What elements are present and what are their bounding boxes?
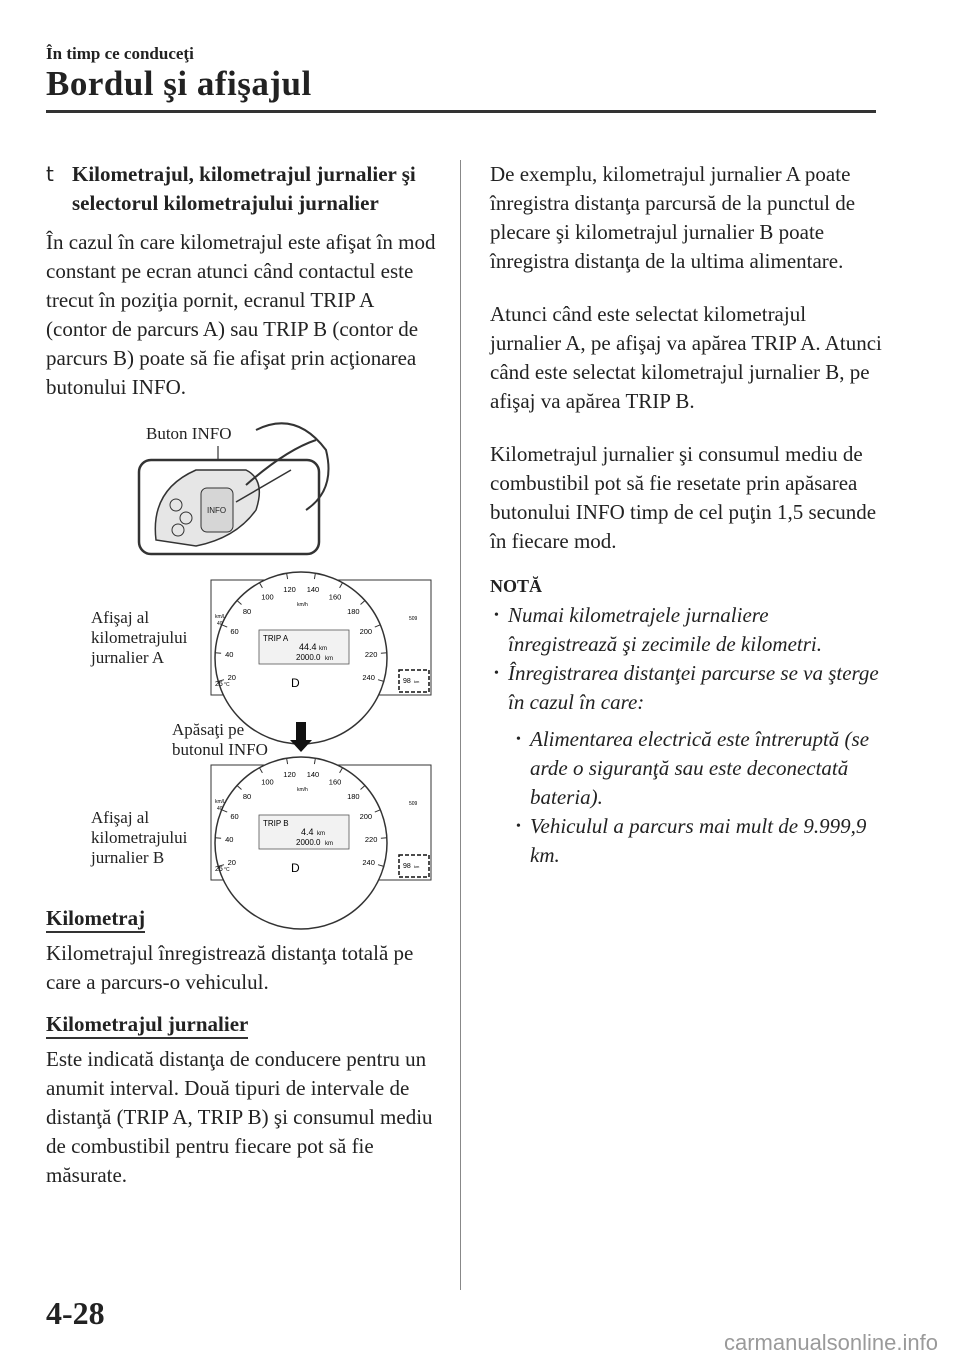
gauge-a-side-value: 509 [409,616,418,622]
speed-tick-label: 240 [362,673,375,682]
gauge-a-odo-unit: km [325,656,333,662]
column-divider [460,160,461,1290]
odometer-paragraph: Kilometrajul înregistrează distanţa totală pe care a parcurs-o vehiculul. [46,941,414,994]
speed-tick-label: 60 [230,627,239,636]
speed-tick-label: 200 [359,627,373,636]
speed-tick-label: 220 [364,834,378,844]
note-item: • Numai kilometrajele jurnaliere înregistrează şi zecimile de kilometri. [490,601,882,659]
section-heading [46,160,436,218]
gauge-a-trip-unit: km [319,646,327,652]
gauge-b-gear: D [291,861,300,875]
page-number: 4-28 [46,1295,105,1331]
gauge-b-trip-label: TRIP B [263,819,289,828]
figure-svg [46,410,446,890]
speed-tick-label: 120 [283,770,296,779]
speed-tick-label: 140 [306,585,320,594]
speed-tick-label: 220 [364,649,378,659]
left-column [46,160,436,402]
speed-tick-label: 40 [225,649,234,659]
gauge-b-fuel-label: km/L [215,799,226,805]
gauge-b-temp: 25 [215,866,223,873]
note-item: • Înregistrarea distanţei parcurse se va şterge în cazul în care: [490,659,882,717]
info-button-text: INFO [207,506,227,515]
speed-tick-label: 20 [227,858,236,867]
gauge-b-odo-value: 2000.0 [296,838,321,847]
speed-tick-label: 160 [328,592,342,602]
gauge-b-trip-unit: km [317,831,325,837]
speed-tick-label: 140 [306,770,320,779]
intro-paragraph: În cazul în care kilometrajul este afişat în mod constant pe ecran atunci când contactul este trecut în poziţia pornit, ecranul TRIP A (contor de parcurs A) sau TRIP B (contor de parcurs B) poate să fie afişat prin acţionarea butonului INFO. [46,230,436,399]
note-subitem: • Vehiculul a parcurs mai mult de 9.999,9 km. [490,812,882,870]
right-column [490,160,882,870]
note-label: NOTĂ [490,576,543,596]
note-list [490,601,882,870]
label-press-info: Apăsaţi pe butonul INFO [172,720,268,759]
gauge-a-gear: D [291,676,300,690]
right-paragraph-2: Atunci când este selectat kilometrajul jurnalier A, pe afişaj va apărea TRIP A. Atunci când este selectat kilometrajul jurnalier B, pe afişaj va apărea TRIP B. [490,302,882,413]
right-paragraph-1: De exemplu, kilometrajul jurnalier A poate înregistra distanţa parcursă de la punctul de plecare şi kilometrajul jurnalier B poate înregistra distanţa de la ultima alimentare. [490,162,856,273]
speed-tick-label: 180 [347,607,360,617]
gauge-b-side-value: 509 [409,801,418,807]
label-display-a: Afişaj al kilometrajului jurnalier A [91,608,188,667]
watermark-text: carmanualsonline.info [723,1330,938,1355]
speed-tick-label: 80 [242,792,252,802]
speed-tick-label: 100 [261,592,274,602]
instrument-figure [46,410,446,890]
gauge-a-range-unit: km [414,679,420,684]
speed-tick-label: 20 [227,673,236,682]
odometer-heading: Kilometraj [46,905,145,933]
gauge-a-trip-value: 44.4 [299,642,317,652]
gauge-a-temp-unit: °C [224,682,230,688]
header-rule [46,110,876,113]
gauge-a-odo-value: 2000.0 [296,653,321,662]
gauge-b-odo-unit: km [325,841,333,847]
gauge-b-range-unit: km [414,864,420,869]
section-mark-icon: t [46,162,54,186]
steering-wheel-panel [139,423,329,554]
speed-tick-label: 200 [359,812,373,821]
label-display-b: Afişaj al kilometrajului jurnalier B [91,808,188,867]
speed-tick-label: 100 [261,777,274,787]
trip-heading: Kilometrajul jurnalier [46,1011,248,1039]
left-column-lower [46,904,436,1190]
gauge-a-temp: 25 [215,681,223,688]
right-paragraph-3: Kilometrajul jurnalier şi consumul mediu de combustibil pot să fie resetate prin apăsarea butonului INFO timp de cel puţin 1,5 secunde în fiecare mod. [490,442,877,553]
gauge-a-trip-label: TRIP A [263,634,289,643]
page-header-section: În timp ce conduceţi [46,44,194,63]
gauge-b-fuel-value: 40 [217,806,223,812]
gauge-a-speed-unit: km/h [297,602,308,608]
speed-tick-label: 240 [362,858,375,867]
gauge-a [211,572,431,744]
gauge-b-temp-unit: °C [224,867,230,873]
speed-tick-label: 180 [347,792,360,802]
gauge-b-trip-value: 4.4 [301,827,314,837]
speed-tick-label: 160 [328,777,342,787]
trip-paragraph: Este indicată distanţa de conducere pentru un anumit interval. Două tipuri de intervale de distanţă (TRIP A, TRIP B) şi consumul mediu de combustibil pentru fiecare pot să fie măsurate. [46,1047,433,1187]
gauge-b-range: 98 [403,863,411,870]
note-subitem: • Alimentarea electrică este întreruptă (se arde o siguranţă sau este deconectată bateria). [490,725,882,812]
label-info-button: Buton INFO [146,424,232,443]
gauge-a-range: 98 [403,678,411,685]
speed-tick-label: 120 [283,585,296,594]
gauge-b-speed-unit: km/h [297,787,308,793]
speed-tick-label: 80 [242,607,252,617]
gauge-a-fuel-value: 40 [217,621,223,627]
section-title: Kilometrajul, kilometrajul jurnalier şi selectorul kilometrajului jurnalier [72,162,416,215]
speed-tick-label: 60 [230,812,239,821]
gauge-a-fuel-label: km/L [215,614,226,620]
page-title: Bordul şi afişajul [46,64,312,103]
speed-tick-label: 40 [225,834,234,844]
